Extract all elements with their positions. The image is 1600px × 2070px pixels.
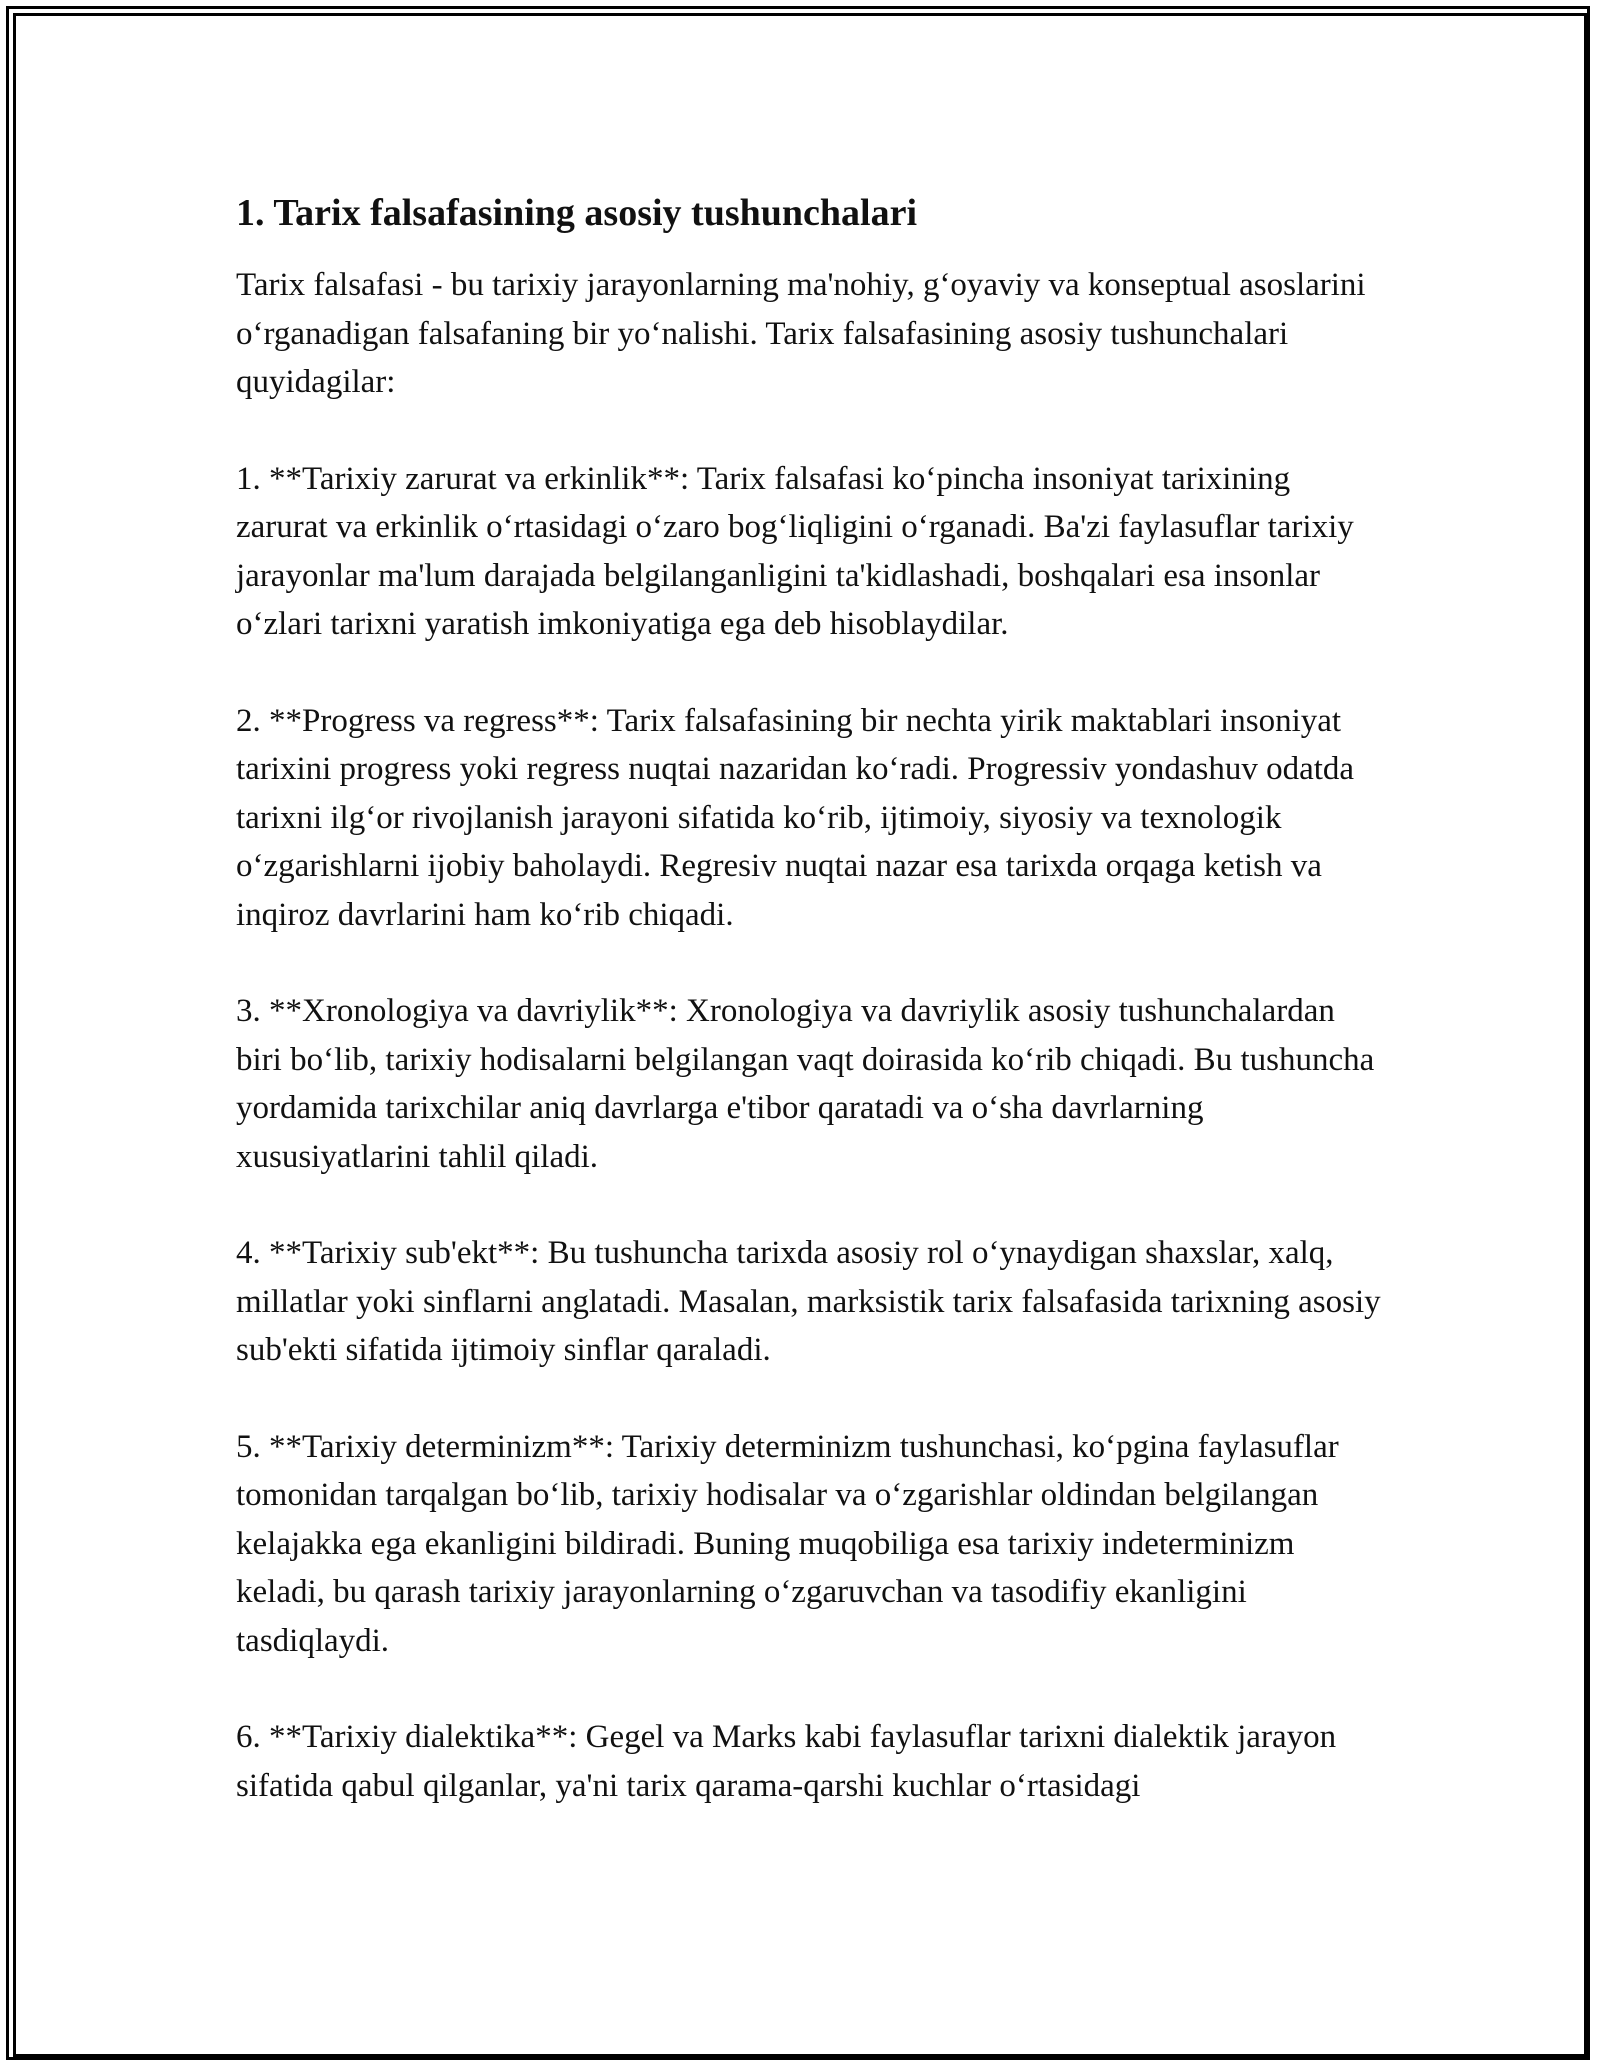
paragraph-historical-necessity: 1. **Tarixiy zarurat va erkinlik**: Tarix falsafasi ko‘pincha insoniyat tarixining zarurat va erkinlik o‘rtasidagi o‘zaro bog‘liqligini o‘rganadi. Ba'zi faylasuflar tarixiy jarayonlar ma'lum darajada belgilanganligini ta'kidlashadi, boshqalari esa insonlar o‘zlari tarixni yaratish imkoniyatiga ega deb hisoblaydilar. [236,460,1354,642]
document-title: 1. Tarix falsafasining asosiy tushunchalari [236,192,918,234]
paragraph-progress-regress: 2. **Progress va regress**: Tarix falsafasining bir nechta yirik maktablari insoniyat tarixini progress yoki regress nuqtai nazaridan ko‘radi. Progressiv yondashuv odatda tarixni ilg‘or rivojlanish jarayoni sifatida ko‘rib, ijtimoiy, siyosiy va texnologik o‘zgarishlarni ijobiy baholaydi. Regresiv nuqtai nazar esa tarixda orqaga ketish va inqiroz davrlarini ham ko‘rib chiqadi. [236,702,1355,933]
paragraph-dialectics: 6. **Tarixiy dialektika**: Gegel va Marks kabi faylasuflar tarixni dialektik jarayon sifatida qabul qilganlar, ya'ni tarix qarama-qarshi kuchlar o‘rtasidagi [236,1719,1337,1804]
intro-paragraph: Tarix falsafasi - bu tarixiy jarayonlarning ma'nohiy, g‘oyaviy va konseptual asoslarini o‘rganadigan falsafaning bir yo‘nalishi. Tarix falsafasining asosiy tushunchalari quyidagilar: [236,267,1366,400]
paragraph-determinism: 5. **Tarixiy determinizm**: Tarixiy determinizm tushunchasi, ko‘pgina faylasuflar tomonidan tarqalgan bo‘lib, tarixiy hodisalar va o‘zgarishlar oldindan belgilangan kelajakka ega ekanligini bildiradi. Buning muqobiliga esa tarixiy indeterminizm keladi, bu qarash tarixiy jarayonlarning o‘zgaruvchan va tasodifiy ekanligini tasdiqlaydi. [236,1428,1339,1659]
paragraph-historical-subject: 4. **Tarixiy sub'ekt**: Bu tushuncha tarixda asosiy rol o‘ynaydigan shaxslar, xalq, millatlar yoki sinflarni anglatadi. Masalan, marksistik tarix falsafasida tarixning asosiy sub'ekti sifatida ijtimoiy sinflar qaraladi. [236,1235,1381,1368]
paragraph-chronology: 3. **Xronologiya va davriylik**: Xronologiya va davriylik asosiy tushunchalardan biri bo‘lib, tarixiy hodisalarni belgilangan vaqt doirasida ko‘rib chiqadi. Bu tushuncha yordamida tarixchilar aniq davrlarga e'tibor qaratadi va o‘sha davrlarning xususiyatlarini tahlil qiladi. [236,993,1375,1175]
document-body [236,185,1386,1858]
